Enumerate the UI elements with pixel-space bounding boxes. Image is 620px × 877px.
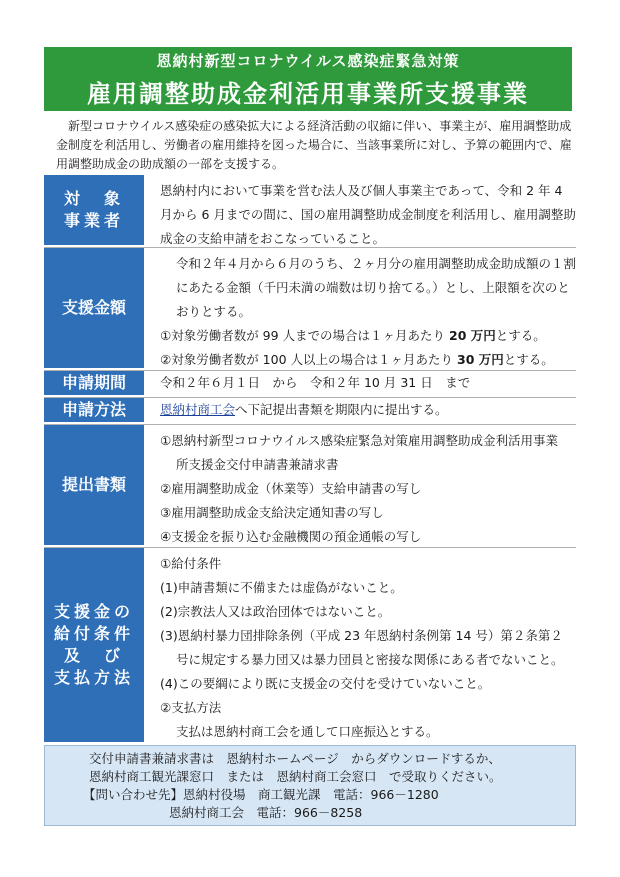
content-target: 恩納村内において事業を営む法人及び個人事業主であって、令和 2 年 4 月から 6 月までの間に、国の雇用調整助成金制度を利活用し、雇用調整助成金の支給申請をおこなっていること。: [160, 183, 576, 246]
footer-contact-office: 【問い合わせ先】恩納村役場 商工観光課 電話：966－1280: [83, 787, 439, 802]
label-target: 対 象 事業者: [44, 175, 144, 245]
row-documents: [44, 425, 576, 548]
label-period: 申請期間: [44, 371, 144, 395]
banner-subtitle: 恩納村新型コロナウイルス感染症緊急対策: [156, 52, 460, 70]
row-method: [44, 398, 576, 425]
label-method: 申請方法: [44, 398, 144, 422]
content-documents: ①恩納村新型コロナウイルス感染症緊急対策雇用調整助成金利活用事業 所支援金交付申請書兼請求書 ②雇用調整助成金（休業等）支給申請書の写し ③雇用調整助成金支給決定通知書の写し ④支援金を振り込む金融機関の預金通帳の写し: [160, 433, 558, 544]
content-method: 恩納村商工会へ下記提出書類を期限内に提出する。: [160, 402, 448, 417]
footer-line-2: 恩納村商工観光課窓口 または 恩納村商工会窓口 で受取りください。: [89, 769, 502, 784]
row-conditions: [44, 548, 576, 744]
content-conditions: ①給付条件 (1)申請書類に不備または虚偽がないこと。 (2)宗教法人又は政治団体ではないこと。 (3)恩納村暴力団排除条例（平成 23 年恩納村条例第 14 号）第２条第２ 号に規定する暴力団又は暴力団員と密接な関係にある者でないこと。 (4)この要綱により既に支援金の交付を受けていないこと。 ②支払方法 支払は恩納村商工会を通して口座振込とする。: [160, 556, 564, 739]
footer-contact-shokokai: 恩納村商工会 電話：966－8258: [169, 805, 363, 820]
shokokai-link[interactable]: 恩納村商工会: [160, 402, 236, 417]
row-target: [44, 175, 576, 248]
label-amount: 支援金額: [44, 248, 144, 368]
contact-box: [44, 745, 576, 826]
title-banner: [44, 47, 572, 111]
banner-title: 雇用調整助成金利活用事業所支援事業: [87, 80, 529, 108]
row-amount: [44, 248, 576, 371]
footer-line-1: 交付申請書兼請求書は 恩納村ホームページ からダウンロードするか、: [89, 751, 501, 766]
intro-paragraph: 新型コロナウイルス感染症の感染拡大による経済活動の収縮に伴い、事業主が、雇用調整助成金制度を利活用し、労働者の雇用維持を図った場合に、当該事業所に対し、予算の範囲内で、雇用調整助成金の助成額の一部を支援する。: [56, 119, 572, 171]
label-documents: 提出書類: [44, 425, 144, 545]
content-period: 令和２年６月１日 から 令和２年 10 月 31 日 まで: [160, 375, 471, 390]
amount-20: 20 万円: [449, 328, 496, 343]
content-amount: 令和２年４月から６月のうち、２ヶ月分の雇用調整助成金助成額の１割にあたる金額（千円未満の端数は切り捨てる。）とし、上限額を次のとおりとする。 ①対象労働者数が 99 人までの場合は１ヶ月あたり 20 万円とする。 ②対象労働者数が 100 人以上の場合は１ヶ月あたり 30 万円とする。: [160, 256, 577, 367]
info-table: [44, 175, 576, 744]
label-conditions: 支援金の 給付条件 及 び 支払方法: [44, 548, 144, 742]
row-period: [44, 371, 576, 398]
amount-30: 30 万円: [457, 352, 504, 367]
